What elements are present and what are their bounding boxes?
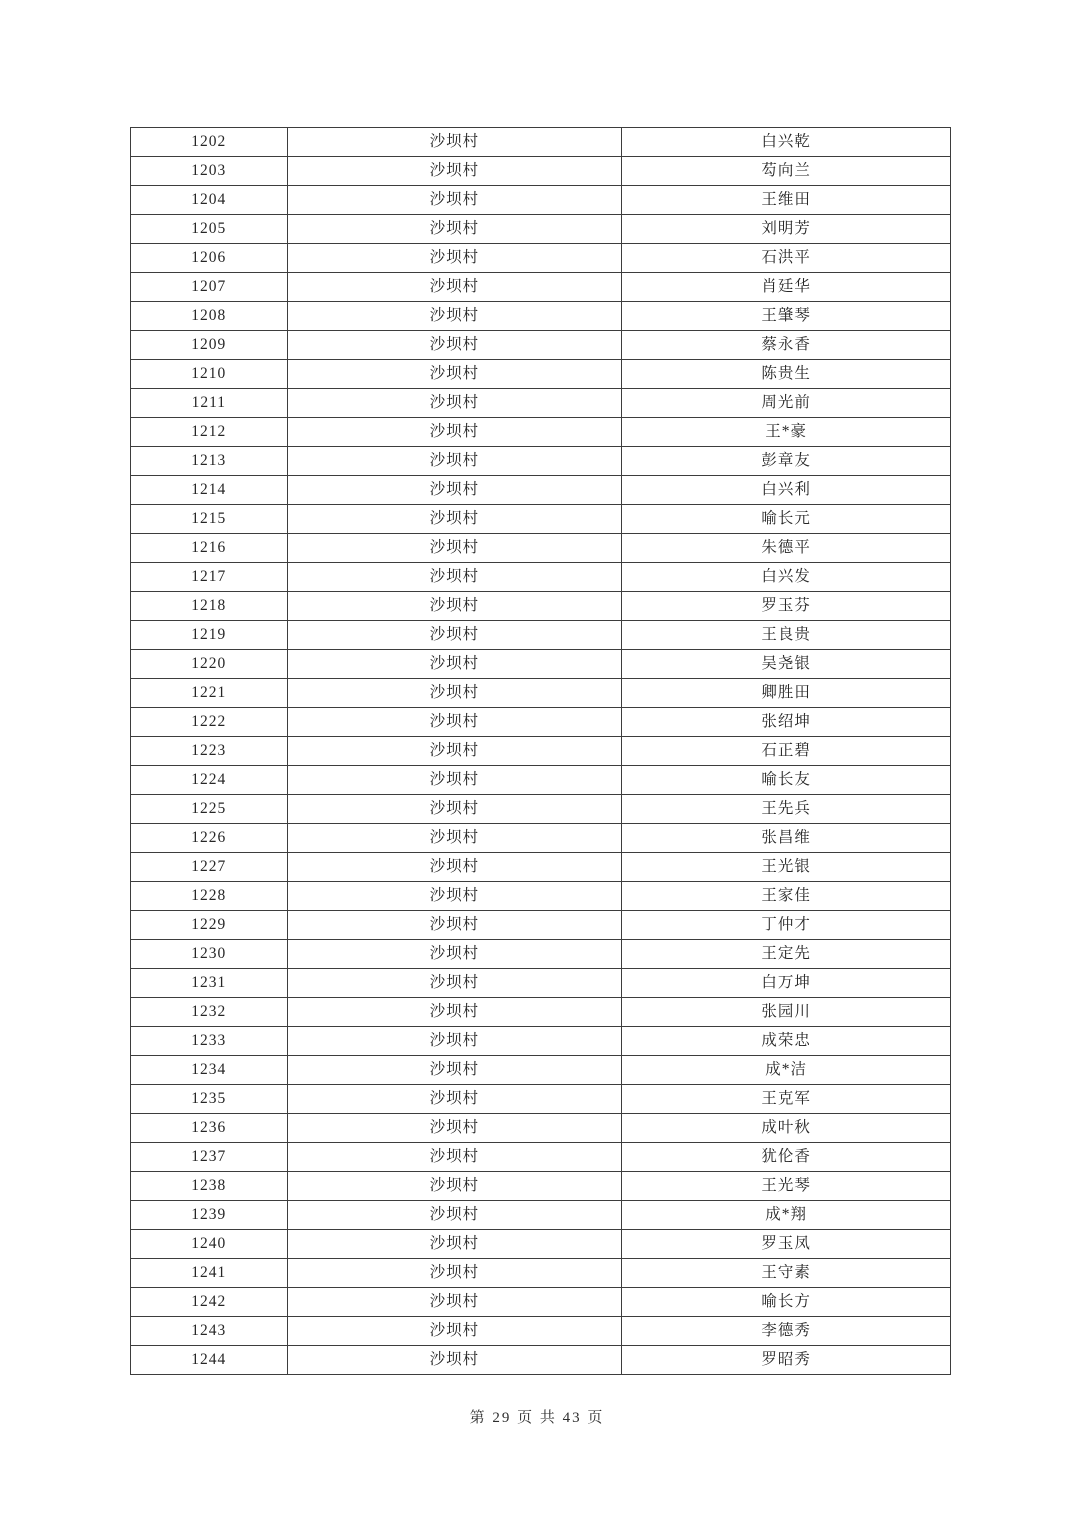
serial-cell: 1203 [131, 157, 288, 186]
table-row [131, 766, 951, 795]
village-cell: 沙坝村 [287, 1143, 622, 1172]
serial-cell: 1227 [131, 853, 288, 882]
village-cell: 沙坝村 [287, 1085, 622, 1114]
serial-cell: 1215 [131, 505, 288, 534]
table-row [131, 882, 951, 911]
table-row [131, 563, 951, 592]
village-cell: 沙坝村 [287, 795, 622, 824]
name-cell: 卿胜田 [622, 679, 951, 708]
name-cell: 白万坤 [622, 969, 951, 998]
village-cell: 沙坝村 [287, 418, 622, 447]
name-cell: 李德秀 [622, 1317, 951, 1346]
name-cell: 成荣忠 [622, 1027, 951, 1056]
village-cell: 沙坝村 [287, 534, 622, 563]
serial-cell: 1205 [131, 215, 288, 244]
name-cell: 王先兵 [622, 795, 951, 824]
name-cell: 蔡永香 [622, 331, 951, 360]
village-cell: 沙坝村 [287, 882, 622, 911]
name-cell: 朱德平 [622, 534, 951, 563]
name-cell: 喻长元 [622, 505, 951, 534]
table-row [131, 244, 951, 273]
serial-cell: 1244 [131, 1346, 288, 1375]
serial-cell: 1228 [131, 882, 288, 911]
table-row [131, 1056, 951, 1085]
name-cell: 石洪平 [622, 244, 951, 273]
village-cell: 沙坝村 [287, 302, 622, 331]
serial-cell: 1208 [131, 302, 288, 331]
village-cell: 沙坝村 [287, 1259, 622, 1288]
village-cell: 沙坝村 [287, 1201, 622, 1230]
village-cell: 沙坝村 [287, 331, 622, 360]
name-cell: 王定先 [622, 940, 951, 969]
serial-cell: 1207 [131, 273, 288, 302]
name-cell: 王*豪 [622, 418, 951, 447]
table-row [131, 650, 951, 679]
name-cell: 王克军 [622, 1085, 951, 1114]
serial-cell: 1231 [131, 969, 288, 998]
serial-cell: 1223 [131, 737, 288, 766]
table-row [131, 505, 951, 534]
serial-cell: 1235 [131, 1085, 288, 1114]
table-row [131, 708, 951, 737]
village-cell: 沙坝村 [287, 708, 622, 737]
serial-cell: 1224 [131, 766, 288, 795]
serial-cell: 1240 [131, 1230, 288, 1259]
name-cell: 喻长方 [622, 1288, 951, 1317]
serial-cell: 1206 [131, 244, 288, 273]
village-cell: 沙坝村 [287, 128, 622, 157]
serial-cell: 1237 [131, 1143, 288, 1172]
table-row [131, 940, 951, 969]
village-cell: 沙坝村 [287, 273, 622, 302]
table-row [131, 215, 951, 244]
village-cell: 沙坝村 [287, 1056, 622, 1085]
table-row [131, 1085, 951, 1114]
village-cell: 沙坝村 [287, 621, 622, 650]
serial-cell: 1214 [131, 476, 288, 505]
village-cell: 沙坝村 [287, 969, 622, 998]
village-cell: 沙坝村 [287, 360, 622, 389]
village-cell: 沙坝村 [287, 1172, 622, 1201]
name-cell: 刘明芳 [622, 215, 951, 244]
village-cell: 沙坝村 [287, 1114, 622, 1143]
table-row [131, 360, 951, 389]
table-row [131, 969, 951, 998]
table-row [131, 1143, 951, 1172]
table-row [131, 737, 951, 766]
name-cell: 王光银 [622, 853, 951, 882]
name-cell: 成*翔 [622, 1201, 951, 1230]
name-cell: 周光前 [622, 389, 951, 418]
name-cell: 丁仲才 [622, 911, 951, 940]
table-row [131, 476, 951, 505]
serial-cell: 1230 [131, 940, 288, 969]
table-row [131, 331, 951, 360]
table-row [131, 1346, 951, 1375]
serial-cell: 1239 [131, 1201, 288, 1230]
table-row [131, 679, 951, 708]
village-cell: 沙坝村 [287, 505, 622, 534]
serial-cell: 1236 [131, 1114, 288, 1143]
serial-cell: 1210 [131, 360, 288, 389]
table-row [131, 1259, 951, 1288]
name-cell: 喻长友 [622, 766, 951, 795]
serial-cell: 1241 [131, 1259, 288, 1288]
name-cell: 张昌维 [622, 824, 951, 853]
name-cell: 罗昭秀 [622, 1346, 951, 1375]
serial-cell: 1243 [131, 1317, 288, 1346]
table-row [131, 186, 951, 215]
table-row [131, 273, 951, 302]
table-row [131, 1027, 951, 1056]
village-cell: 沙坝村 [287, 563, 622, 592]
serial-cell: 1212 [131, 418, 288, 447]
name-cell: 张绍坤 [622, 708, 951, 737]
name-cell: 王维田 [622, 186, 951, 215]
village-cell: 沙坝村 [287, 911, 622, 940]
name-cell: 犹伦香 [622, 1143, 951, 1172]
name-cell: 肖廷华 [622, 273, 951, 302]
serial-cell: 1221 [131, 679, 288, 708]
serial-cell: 1242 [131, 1288, 288, 1317]
table-body [131, 128, 951, 1375]
table-row [131, 592, 951, 621]
name-cell: 白兴发 [622, 563, 951, 592]
table-row [131, 621, 951, 650]
name-cell: 张园川 [622, 998, 951, 1027]
village-cell: 沙坝村 [287, 824, 622, 853]
village-cell: 沙坝村 [287, 592, 622, 621]
village-cell: 沙坝村 [287, 1346, 622, 1375]
table-row [131, 389, 951, 418]
village-cell: 沙坝村 [287, 998, 622, 1027]
name-cell: 吴尧银 [622, 650, 951, 679]
serial-cell: 1229 [131, 911, 288, 940]
table-row [131, 998, 951, 1027]
serial-cell: 1216 [131, 534, 288, 563]
village-cell: 沙坝村 [287, 650, 622, 679]
name-cell: 石正碧 [622, 737, 951, 766]
table-row [131, 447, 951, 476]
table-row [131, 534, 951, 563]
name-cell: 成叶秋 [622, 1114, 951, 1143]
village-cell: 沙坝村 [287, 1317, 622, 1346]
table-row [131, 128, 951, 157]
table-row [131, 418, 951, 447]
table-row [131, 1172, 951, 1201]
serial-cell: 1219 [131, 621, 288, 650]
table-row [131, 302, 951, 331]
name-cell: 王守素 [622, 1259, 951, 1288]
serial-cell: 1220 [131, 650, 288, 679]
village-cell: 沙坝村 [287, 737, 622, 766]
village-cell: 沙坝村 [287, 853, 622, 882]
table-row [131, 853, 951, 882]
serial-cell: 1211 [131, 389, 288, 418]
village-cell: 沙坝村 [287, 215, 622, 244]
roster-table [130, 127, 951, 1375]
name-cell: 成*洁 [622, 1056, 951, 1085]
village-cell: 沙坝村 [287, 244, 622, 273]
name-cell: 白兴乾 [622, 128, 951, 157]
serial-cell: 1218 [131, 592, 288, 621]
name-cell: 彭章友 [622, 447, 951, 476]
name-cell: 罗玉芬 [622, 592, 951, 621]
table-row [131, 1317, 951, 1346]
village-cell: 沙坝村 [287, 389, 622, 418]
name-cell: 王家佳 [622, 882, 951, 911]
page-number-footer: 第 29 页 共 43 页 [469, 1410, 605, 1426]
serial-cell: 1222 [131, 708, 288, 737]
table-row [131, 1288, 951, 1317]
serial-cell: 1233 [131, 1027, 288, 1056]
table-row [131, 824, 951, 853]
serial-cell: 1226 [131, 824, 288, 853]
name-cell: 芶向兰 [622, 157, 951, 186]
table-row [131, 911, 951, 940]
serial-cell: 1204 [131, 186, 288, 215]
table-row [131, 1230, 951, 1259]
village-cell: 沙坝村 [287, 1027, 622, 1056]
name-cell: 王肇琴 [622, 302, 951, 331]
serial-cell: 1234 [131, 1056, 288, 1085]
serial-cell: 1217 [131, 563, 288, 592]
name-cell: 王光琴 [622, 1172, 951, 1201]
village-cell: 沙坝村 [287, 186, 622, 215]
name-cell: 白兴利 [622, 476, 951, 505]
serial-cell: 1213 [131, 447, 288, 476]
table-row [131, 157, 951, 186]
table-row [131, 1114, 951, 1143]
serial-cell: 1232 [131, 998, 288, 1027]
serial-cell: 1209 [131, 331, 288, 360]
name-cell: 王良贵 [622, 621, 951, 650]
village-cell: 沙坝村 [287, 157, 622, 186]
village-cell: 沙坝村 [287, 679, 622, 708]
village-cell: 沙坝村 [287, 476, 622, 505]
serial-cell: 1202 [131, 128, 288, 157]
village-cell: 沙坝村 [287, 766, 622, 795]
village-cell: 沙坝村 [287, 1288, 622, 1317]
table-row [131, 1201, 951, 1230]
village-cell: 沙坝村 [287, 940, 622, 969]
table-row [131, 795, 951, 824]
village-cell: 沙坝村 [287, 1230, 622, 1259]
name-cell: 陈贵生 [622, 360, 951, 389]
serial-cell: 1238 [131, 1172, 288, 1201]
name-cell: 罗玉凤 [622, 1230, 951, 1259]
serial-cell: 1225 [131, 795, 288, 824]
village-cell: 沙坝村 [287, 447, 622, 476]
